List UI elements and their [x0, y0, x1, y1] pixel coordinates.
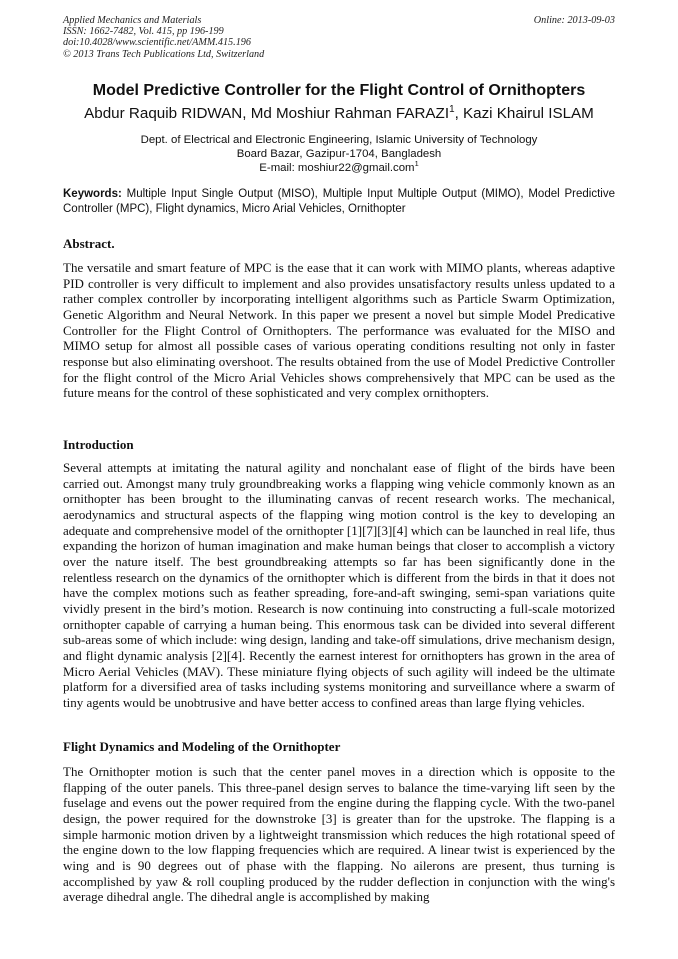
keywords-label: Keywords: [63, 188, 122, 200]
introduction-text: Several attempts at imitating the natural agility and nonchalant ease of flight of the birds have been carried out. Amongst many truly groundbreaking works a flapping wing vehicle commonly known as an ornithopter has been brought to the illuminating canvas of recent research works. The mechanical, aerodynamics and structural aspects of the flapping wing motion control is the key to developing an adequate and comprehensive model of the ornithopter [1][7][3][4] which can be launched in real life, thus expanding the horizon of human imagination and make human beings that closer to accomplish a victory over the nature itself. The best groundbreaking attempts so far has been significantly done in the relentless research on the dynamics of the ornithopter which is different from the birds in that it does not have the complex motions such as feather spreading, fore-and-aft swinging, semi-span variations quite vividly present in the bird’s motion. Research is now continuing into constructing a full-scale motorized ornithopter capable of carrying a human being. This enormous task can be divided into several different sub-areas some of which include: wing design, landing and take-off simulations, drive mechanism design, and flight dynamic analysis [2][4]. Recently the earnest interest for ornithopters has grown in the area of Micro Aerial Vehicles (MAV). These miniature flying objects of such agility will indeed be the ultimate platform for a diversified area of tasks including systems monitoring and surveillance where a swarm of tiny agents would be unobtrusive and have better access to confined areas than large flying vehicles. [63, 460, 615, 710]
author-names-rest: , Kazi Khairul ISLAM [454, 105, 594, 122]
affiliation-address: Board Bazar, Gazipur-1704, Bangladesh [236, 148, 442, 161]
email-text: E-mail: moshiur22@gmail.com [259, 162, 415, 175]
online-date: Online: 2013-09-03 [533, 15, 615, 26]
journal-name: Applied Mechanics and Materials [63, 15, 202, 26]
introduction-heading: Introduction [63, 437, 134, 452]
keywords-text: Multiple Input Single Output (MISO), Multiple Input Multiple Output (MIMO), Model Predictive Controller (MPC), Flight dynamics, Micro Arial Vehicles, Ornithopter [63, 188, 615, 215]
paper-title: Model Predictive Controller for the Flight Control of Ornithopters [92, 82, 586, 99]
journal-header [63, 15, 615, 60]
author-names: Abdur Raquib RIDWAN, Md Moshiur Rahman FARAZI [84, 105, 450, 122]
flight-dynamics-heading: Flight Dynamics and Modeling of the Ornithopter [63, 739, 341, 754]
author-list [30, 105, 648, 123]
flight-dynamics-text: The Ornithopter motion is such that the center panel moves in a direction which is opposite to the flapping of the outer panels. This three-panel design serves to balance the time-varying lift seen by the fuselage and evens out the power required from the engine during the flapping cycle. With the two-panel design, the power required for the downstroke [3] is greater than for the upstroke. The flapping is a simple harmonic motion driven by a lightweight transmission which reduces the high rotational speed of the engine down to the low flapping frequencies which are required. A linear twist is experienced by the wing and is 90 degrees out of phase with the flapping. No ailerons are present, thus turning is accomplished by yaw & roll coupling produced by the rudder deflection in conjunction with the wing's average dihedral angle. The dihedral angle is accomplished by making [63, 764, 615, 905]
author-affiliation-mark: 1 [449, 103, 455, 115]
keywords [63, 187, 615, 217]
doi-line: doi:10.4028/www.scientific.net/AMM.415.196 [63, 37, 251, 49]
contact-email [60, 161, 618, 175]
abstract-text: The versatile and smart feature of MPC is the ease that it can work with MIMO plants, whereas adaptive PID controller is very difficult to implement and also provides unsatisfactory results unless updated to a rather complex controller by incorporating intelligent algorithms such as Particle Swarm Optimization, Genetic Algorithm and Neural Network. In this paper we present a novel but simple Model Predicative Controller for the Flight Control of Ornithopters. The performance was evaluated for the MISO and MIMO setup for almost all possible cases of various operating conditions resulting not only in faster response but also eliminating overshoot. The results obtained from the use of Model Predictive Controller for the flight control of the Micro Arial Vehicles shows comprehensively that MPC can be used as the future means for the control of these sophisticated and very complex ornithopters. [63, 260, 615, 401]
abstract-heading: Abstract. [63, 236, 115, 251]
copyright-line: © 2013 Trans Tech Publications Ltd, Switzerland [63, 48, 265, 60]
email-mark: 1 [414, 159, 419, 169]
issn-line: ISSN: 1662-7482, Vol. 415, pp 196-199 [63, 26, 224, 38]
affiliation-department: Dept. of Electrical and Electronic Engineering, Islamic University of Technology [140, 134, 538, 146]
affiliation [60, 133, 618, 176]
